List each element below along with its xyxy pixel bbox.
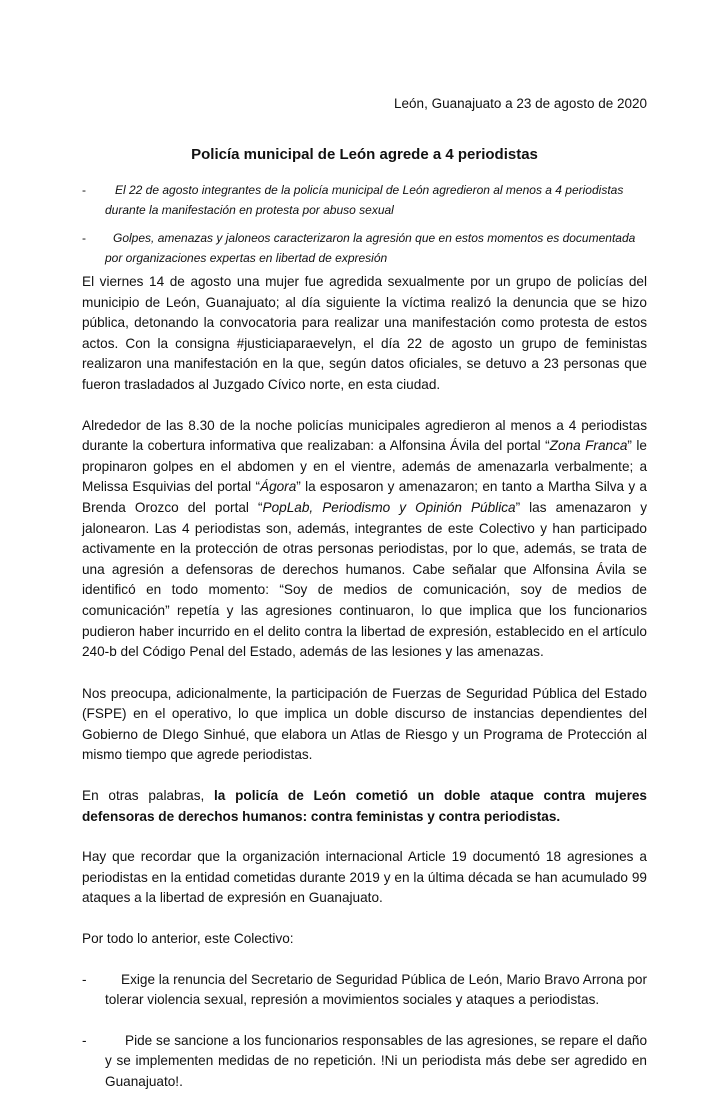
bullet-dash: -	[82, 1032, 87, 1048]
text-run: En otras palabras,	[82, 788, 215, 804]
paragraph-article19: Hay que recordar que la organización internacional Article 19 documentó 18 agresiones a periodistas en la entidad cometidas durante 2019 y en la última década se han acumulado 99 ataques a la libertad de expresión en Guanajuato.	[82, 849, 647, 906]
paragraph-aggressions	[82, 416, 647, 663]
text-run: ” las amenazaron y jalonearon. Las 4 periodistas son, además, integrantes de este Colectivo y han participado activamente en la protección de otras personas periodistas, por lo que, además, se trata de una agresión a defensoras de derechos humanos. Cabe señalar que Alfonsina Ávila se identificó en todo momento: “Soy de medios de comunicación, soy de medios de comunicación” repetía y las agresiones continuaron, lo que implica que los funcionarios pudieron haber incurrido en el delito contra la libertad de expresión, establecido en el artículo 240-b del Código Penal del Estado, además de las lesiones y las amenazas.	[82, 499, 648, 660]
demand-text: Exige la renuncia del Secretario de Seguridad Pública de León, Mario Bravo Arrona por tolerar violencia sexual, represión a movimientos sociales y ataques a periodistas.	[105, 971, 647, 1008]
demand-item	[82, 970, 647, 1011]
summary-bullet-text: El 22 de agosto integrantes de la policía municipal de León agredieron al menos a 4 periodistas durante la manifestación en protesta por abuso sexual	[105, 183, 624, 217]
text-run: Alrededor de las 8.30 de la noche policías municipales agredieron al menos a 4 periodistas durante la cobertura informativa que realizaban: a Alfonsina Ávila del portal “	[82, 417, 647, 454]
paragraph-colectivo: Por todo lo anterior, este Colectivo:	[82, 931, 294, 947]
emphasis-text: la policía de León cometió un doble ataque contra mujeres defensoras de derechos humanos: contra feministas y contra periodistas.	[82, 788, 647, 824]
outlet-name: Zona Franca	[549, 438, 628, 454]
bullet-dash: -	[82, 183, 86, 197]
bullet-dash: -	[82, 231, 86, 245]
summary-bullet	[82, 228, 647, 268]
summary-bullet-text: Golpes, amenazas y jaloneos caracterizaron la agresión que en estos momentos es documentada por organizaciones expertas en libertad de expresión	[105, 231, 636, 265]
demand-item	[82, 1031, 647, 1093]
paragraph-double-attack	[82, 786, 647, 827]
date-line: León, Guanajuato a 23 de agosto de 2020	[394, 96, 647, 111]
outlet-name: PopLab, Periodismo y Opinión Pública	[262, 499, 516, 515]
outlet-name: Ágora	[260, 479, 297, 495]
text-run: ” le propinaron golpes en el abdomen y en el vientre, además de amenazarla verbalmente; a Melissa Esquivias del portal “	[82, 438, 647, 495]
bullet-dash: -	[82, 971, 87, 987]
text-run: ” la esposaron y amenazaron; en tanto a Martha Silva y a Brenda Orozco del portal “	[82, 479, 647, 515]
paragraph-incident: El viernes 14 de agosto una mujer fue agredida sexualmente por un grupo de policías del municipio de León, Guanajuato; al día siguiente la víctima realizó la denuncia que se hizo pública, detonando la convocatoria para realizar una manifestación como protesta de estos actos. Con la consigna #justiciaparaevelyn, el día 22 de agosto un grupo de feministas realizaron una manifestación en la que, según datos oficiales, se detuvo a 23 personas que fueron trasladados al Juzgado Cívico norte, en esta ciudad.	[82, 274, 647, 392]
summary-bullet	[82, 180, 647, 220]
demand-text: Pide se sancione a los funcionarios responsables de las agresiones, se repare el daño y se implementen medidas de no repetición. !Ni un periodista más debe ser agredido en Guanajuato!.	[105, 1032, 647, 1089]
document-body	[82, 272, 647, 1113]
paragraph-fspe: Nos preocupa, adicionalmente, la participación de Fuerzas de Seguridad Pública del Estado (FSPE) en el operativo, lo que implica un doble discurso de instancias dependientes del Gobierno de DIego Sinhué, que elabora un Atlas de Riesgo y un Programa de Protección al mismo tiempo que agrede periodistas.	[82, 685, 647, 763]
summary-bullets	[82, 180, 647, 276]
document-title: Policía municipal de León agrede a 4 periodistas	[191, 146, 538, 163]
